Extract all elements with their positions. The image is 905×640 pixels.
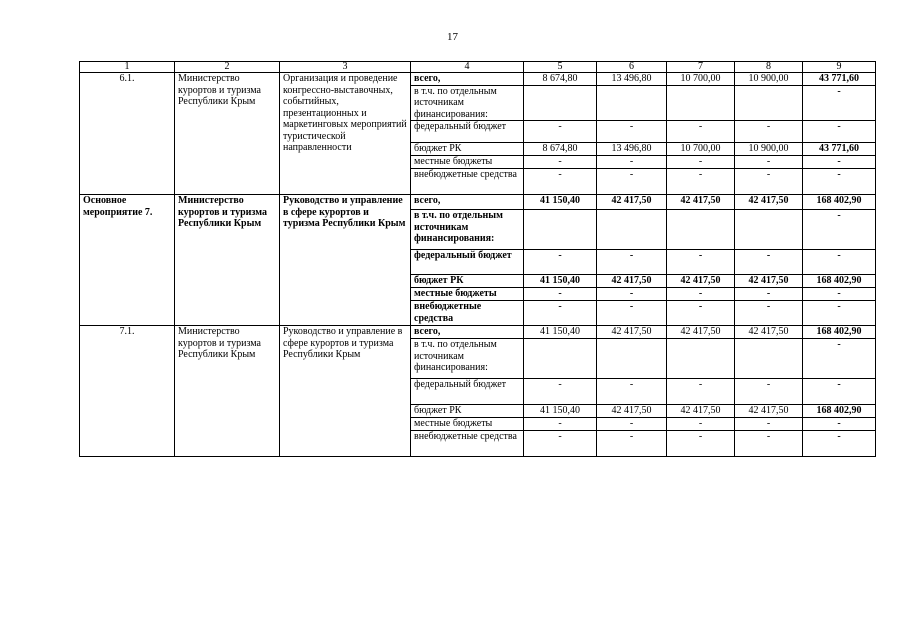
amount-cell: - — [597, 121, 667, 143]
amount-cell: - — [524, 431, 597, 457]
total-cell: 168 402,90 — [803, 195, 876, 210]
activity-code: 6.1. — [80, 73, 175, 195]
column-number: 2 — [175, 62, 280, 73]
funding-source: бюджет РК — [411, 143, 524, 156]
total-cell: - — [803, 431, 876, 457]
amount-cell: - — [667, 156, 735, 169]
column-number: 1 — [80, 62, 175, 73]
column-number-row — [80, 62, 876, 73]
funding-source: местные бюджеты — [411, 418, 524, 431]
activity-name: Руководство и управление в сфере курортов и туризма Республики Крым — [280, 195, 411, 326]
table-row — [80, 73, 876, 86]
amount-cell: - — [667, 431, 735, 457]
column-number: 5 — [524, 62, 597, 73]
amount-cell: 10 700,00 — [667, 73, 735, 86]
activity-executor: Министерство курортов и туризма Республики Крым — [175, 73, 280, 195]
column-number: 9 — [803, 62, 876, 73]
activity-name: Руководство и управление в сфере курортов и туризма Республики Крым — [280, 326, 411, 457]
amount-cell: - — [597, 431, 667, 457]
table-row — [80, 195, 876, 210]
amount-cell: - — [667, 301, 735, 326]
activity-name: Организация и проведение конгрессно-выставочных, событийных, презентационных и маркетинговых мероприятий туристической направленности — [280, 73, 411, 195]
funding-source: всего, — [411, 326, 524, 339]
total-cell: - — [803, 85, 876, 121]
amount-cell: - — [735, 418, 803, 431]
amount-cell: - — [667, 379, 735, 405]
amount-cell: - — [735, 301, 803, 326]
total-cell: 168 402,90 — [803, 275, 876, 288]
amount-cell — [667, 339, 735, 379]
amount-cell: - — [667, 169, 735, 195]
amount-cell: 42 417,50 — [735, 326, 803, 339]
amount-cell: - — [735, 288, 803, 301]
amount-cell: 42 417,50 — [667, 195, 735, 210]
amount-cell: - — [667, 121, 735, 143]
amount-cell: - — [735, 379, 803, 405]
funding-source: федеральный бюджет — [411, 379, 524, 405]
funding-source: внебюджетные средства — [411, 301, 524, 326]
activity-executor: Министерство курортов и туризма Республики Крым — [175, 326, 280, 457]
amount-cell: 13 496,80 — [597, 143, 667, 156]
funding-source: в т.ч. по отдельным источникам финансирования: — [411, 339, 524, 379]
amount-cell: 41 150,40 — [524, 326, 597, 339]
amount-cell: - — [597, 288, 667, 301]
funding-source: федеральный бюджет — [411, 121, 524, 143]
funding-source: всего, — [411, 195, 524, 210]
amount-cell: 42 417,50 — [597, 195, 667, 210]
funding-source: бюджет РК — [411, 275, 524, 288]
total-cell: - — [803, 379, 876, 405]
amount-cell: - — [667, 288, 735, 301]
amount-cell: - — [524, 250, 597, 275]
amount-cell: 42 417,50 — [667, 275, 735, 288]
amount-cell — [667, 85, 735, 121]
amount-cell: - — [597, 418, 667, 431]
total-cell: - — [803, 418, 876, 431]
amount-cell — [597, 85, 667, 121]
amount-cell — [524, 339, 597, 379]
table-row — [80, 326, 876, 339]
total-cell: - — [803, 169, 876, 195]
column-number: 8 — [735, 62, 803, 73]
column-number: 6 — [597, 62, 667, 73]
funding-source: местные бюджеты — [411, 156, 524, 169]
activity-executor: Министерство курортов и туризма Республики Крым — [175, 195, 280, 326]
amount-cell: - — [735, 250, 803, 275]
funding-source: всего, — [411, 73, 524, 86]
amount-cell: - — [597, 250, 667, 275]
amount-cell: - — [524, 379, 597, 405]
amount-cell: - — [597, 379, 667, 405]
funding-source: в т.ч. по отдельным источникам финансирования: — [411, 85, 524, 121]
funding-source: внебюджетные средства — [411, 169, 524, 195]
amount-cell: - — [735, 156, 803, 169]
amount-cell — [597, 339, 667, 379]
total-cell: - — [803, 156, 876, 169]
amount-cell: 41 150,40 — [524, 275, 597, 288]
total-cell: - — [803, 210, 876, 250]
activity-code: 7.1. — [80, 326, 175, 457]
amount-cell — [735, 210, 803, 250]
amount-cell: - — [667, 250, 735, 275]
amount-cell: - — [735, 431, 803, 457]
total-cell: - — [803, 250, 876, 275]
amount-cell — [524, 85, 597, 121]
funding-source: внебюджетные средства — [411, 431, 524, 457]
amount-cell — [735, 339, 803, 379]
amount-cell: - — [597, 169, 667, 195]
amount-cell: 42 417,50 — [735, 405, 803, 418]
amount-cell: - — [524, 156, 597, 169]
amount-cell: 10 900,00 — [735, 143, 803, 156]
amount-cell: 8 674,80 — [524, 73, 597, 86]
amount-cell: 13 496,80 — [597, 73, 667, 86]
amount-cell: 10 700,00 — [667, 143, 735, 156]
amount-cell: - — [597, 156, 667, 169]
amount-cell: - — [735, 169, 803, 195]
amount-cell: - — [524, 169, 597, 195]
amount-cell: - — [667, 418, 735, 431]
amount-cell — [524, 210, 597, 250]
amount-cell — [597, 210, 667, 250]
amount-cell: 42 417,50 — [667, 405, 735, 418]
column-number: 3 — [280, 62, 411, 73]
budget-table — [79, 61, 876, 457]
amount-cell: 42 417,50 — [667, 326, 735, 339]
amount-cell: - — [524, 121, 597, 143]
page-number: 17 — [447, 31, 458, 43]
total-cell: - — [803, 339, 876, 379]
amount-cell: - — [524, 418, 597, 431]
total-cell: 168 402,90 — [803, 326, 876, 339]
activity-code: Основное мероприятие 7. — [80, 195, 175, 326]
amount-cell: - — [524, 301, 597, 326]
amount-cell: 8 674,80 — [524, 143, 597, 156]
amount-cell: 42 417,50 — [735, 275, 803, 288]
amount-cell: 42 417,50 — [597, 405, 667, 418]
total-cell: 168 402,90 — [803, 405, 876, 418]
total-cell: 43 771,60 — [803, 73, 876, 86]
amount-cell: - — [597, 301, 667, 326]
column-number: 4 — [411, 62, 524, 73]
amount-cell — [735, 85, 803, 121]
amount-cell: 42 417,50 — [597, 326, 667, 339]
total-cell: 43 771,60 — [803, 143, 876, 156]
amount-cell: 10 900,00 — [735, 73, 803, 86]
total-cell: - — [803, 121, 876, 143]
amount-cell: - — [735, 121, 803, 143]
total-cell: - — [803, 301, 876, 326]
total-cell: - — [803, 288, 876, 301]
funding-source: местные бюджеты — [411, 288, 524, 301]
amount-cell: - — [524, 288, 597, 301]
amount-cell — [667, 210, 735, 250]
column-number: 7 — [667, 62, 735, 73]
amount-cell: 41 150,40 — [524, 405, 597, 418]
amount-cell: 41 150,40 — [524, 195, 597, 210]
amount-cell: 42 417,50 — [735, 195, 803, 210]
funding-source: бюджет РК — [411, 405, 524, 418]
funding-source: федеральный бюджет — [411, 250, 524, 275]
amount-cell: 42 417,50 — [597, 275, 667, 288]
funding-source: в т.ч. по отдельным источникам финансирования: — [411, 210, 524, 250]
